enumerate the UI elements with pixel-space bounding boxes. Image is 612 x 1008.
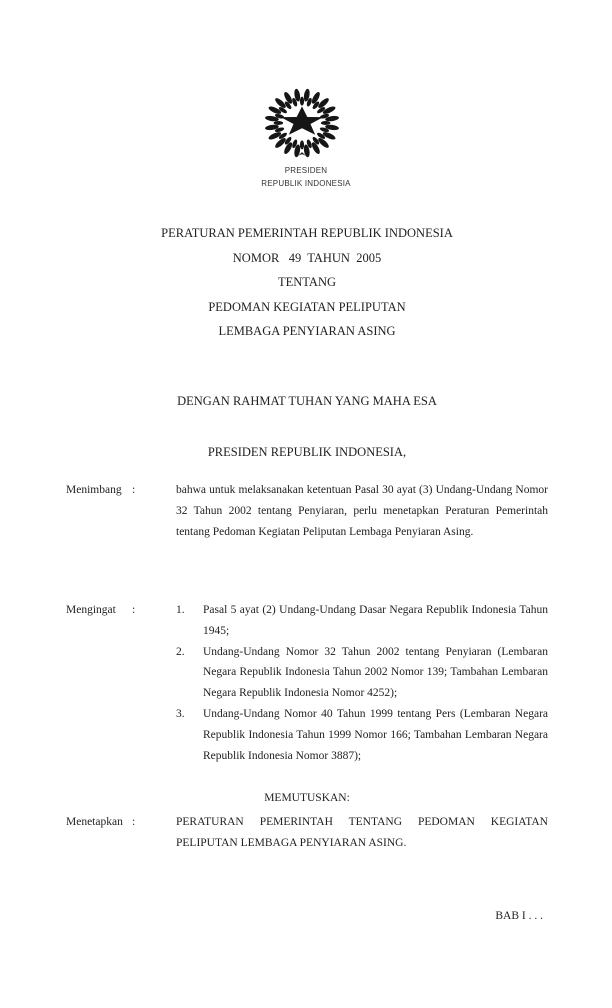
recalling-item-2-number: 2.: [176, 645, 185, 658]
recalling-item-2-text: Undang-Undang Nomor 32 Tahun 2002 tentang Penyiaran (Lembaran Negara Republik Indonesia Tahun 2002 Nomor 139; Tambahan Lembaran Negara Republik Indonesia Nomor 4252);: [203, 645, 548, 700]
star-icon: [281, 106, 324, 134]
enacting-text: PERATURAN PEMERINTAH TENTANG PEDOMAN KEGIATAN PELIPUTAN LEMBAGA PENYIARAN ASING.: [176, 816, 548, 849]
continuation-note: BAB I . . .: [495, 910, 543, 922]
recalling-colon: :: [132, 604, 136, 616]
title-tentang: TENTANG: [277, 275, 336, 290]
document-title: [66, 221, 548, 344]
considering-text: bahwa untuk melaksanakan ketentuan Pasal 30 ayat (3) Undang-Undang Nomor 32 Tahun 2002 tentang Penyiaran, perlu menetapkan Peraturan Pemerintah tentang Pedoman Kegiatan Peliputan Lembaga Penyiaran Asing.: [176, 484, 548, 538]
star-wreath-icon: [260, 88, 344, 158]
decision-heading: MEMUTUSKAN:: [264, 792, 350, 804]
recalling-item-2: [176, 642, 548, 704]
letterhead-republik-indonesia: REPUBLIK INDONESIA: [261, 178, 351, 188]
considering-colon: :: [132, 484, 136, 496]
recalling-label: Mengingat: [66, 604, 116, 616]
enacting-colon: :: [132, 816, 136, 828]
letterhead-caption: [0, 165, 612, 190]
enacting-section: [66, 812, 548, 854]
title-regulation-name: PERATURAN PEMERINTAH REPUBLIK INDONESIA: [161, 226, 453, 240]
enacting-label: Menetapkan: [66, 816, 123, 828]
letterhead-presiden: PRESIDEN: [284, 166, 328, 175]
presidential-emblem: [260, 88, 344, 158]
recalling-item-3: [176, 704, 548, 766]
recalling-item-1-number: 1.: [176, 604, 185, 616]
recalling-item-3-text: Undang-Undang Nomor 40 Tahun 1999 tentang Pers (Lembaran Negara Republik Indonesia Tahun 1999 Nomor 166; Tambahan Lembaran Negara Republik Indonesia Nomor 3887);: [203, 707, 548, 762]
invocation-line: DENGAN RAHMAT TUHAN YANG MAHA ESA: [177, 394, 437, 408]
recalling-item-1-text: Pasal 5 ayat (2) Undang-Undang Dasar Negara Republik Indonesia Tahun 1945;: [203, 604, 548, 637]
recalling-section: [66, 600, 548, 766]
recalling-item-3-number: 3.: [176, 707, 185, 720]
recalling-list: [176, 600, 548, 766]
considering-section: [66, 480, 548, 542]
title-number-year: NOMOR 49 TAHUN 2005: [232, 250, 382, 265]
authority-line: PRESIDEN REPUBLIK INDONESIA,: [207, 445, 407, 459]
recalling-item-1: [176, 600, 548, 642]
considering-label: Menimbang: [66, 484, 122, 496]
title-subject-line1: PEDOMAN KEGIATAN PELIPUTAN: [208, 299, 406, 314]
title-subject-line2: LEMBAGA PENYIARAN ASING: [218, 324, 396, 339]
